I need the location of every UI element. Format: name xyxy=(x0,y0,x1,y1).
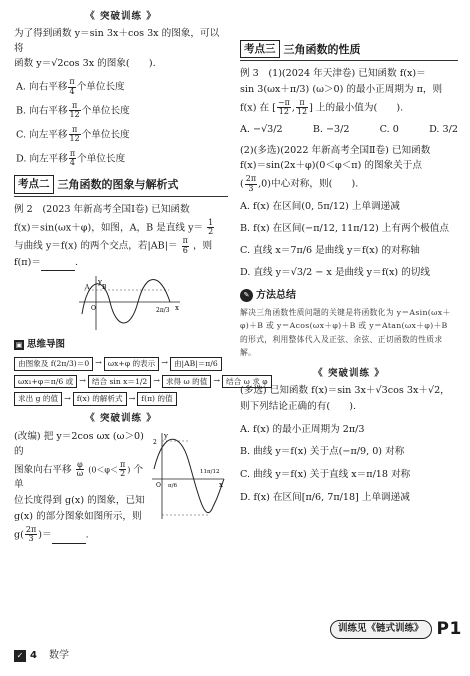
ex3-part2-option: A. f(x) 在区间(0, 5π/12) 上单调递减 xyxy=(240,201,400,213)
ex2-line-4-text: f(π)＝ xyxy=(14,257,41,269)
ex3-line-3-tail: 上的最小值为( ). xyxy=(315,102,404,114)
answer-blank xyxy=(41,262,75,271)
mindmap-box: f(x) 的解析式 xyxy=(73,392,127,406)
ex2-line-4: f(π)＝ . xyxy=(14,256,228,271)
svg-text:O: O xyxy=(156,481,161,489)
q2-line-3: 位长度得到 g(x) 的图象，已知 xyxy=(14,495,145,507)
q3-option: A. f(x) 的最小正周期为 2π/3 xyxy=(240,423,365,435)
breakthrough-heading-1: 《 突破训练 》 xyxy=(85,11,157,22)
q2-line-2: 图象向右平移 $\frac{\varphi}{\omega}$ (0＜φ＜ $\frac{\pi}{2}$ ) 个单 xyxy=(14,459,144,491)
q3-option: D. f(x) 在区间[π/6, 7π/18] 上单调递减 xyxy=(240,492,410,504)
q1-option: B. 向右平移 $\frac{\pi}{12}$ 个单位长度 xyxy=(16,101,130,120)
ex3-line-2: sin 3(ωx＋π/3) (ω＞0) 的最小正周期为 π，则 xyxy=(240,84,443,96)
q3-line-1: (多选) 已知函数 f(x)＝sin 3x＋√3cos 3x＋√2， xyxy=(240,384,450,396)
svg-text:B: B xyxy=(102,283,107,291)
kd3-tag: 考点三 xyxy=(240,40,280,58)
kd2-tag: 考点二 xyxy=(14,175,54,193)
fraction-pi-12: $\frac{\pi}{12}$ xyxy=(296,97,308,117)
method-icon: ✎ xyxy=(240,289,253,302)
ex2-line-2 xyxy=(14,219,228,237)
ex2-graph xyxy=(74,272,184,332)
fraction-phi-omega: $\frac{\varphi}{\omega}$ xyxy=(76,459,84,479)
q3-option: C. 曲线 y＝f(x) 关于直线 x＝π/18 对称 xyxy=(240,469,411,481)
ex3-part2-option: B. f(x) 在区间(−π/12, 11π/12) 上有两个极值点 xyxy=(240,222,449,234)
kd3-title: 三角函数的性质 xyxy=(283,42,361,56)
ex3-part2-option: C. 直线 x＝7π/6 是曲线 y＝f(x) 的对称轴 xyxy=(240,244,420,256)
q2-line-2-tail: 个单 xyxy=(14,464,144,491)
mindmap-title: 思维导图 xyxy=(27,338,66,350)
svg-text:y: y xyxy=(98,277,102,286)
mindmap-box: 求出 g 的值 xyxy=(14,392,62,406)
svg-text:11π/12: 11π/12 xyxy=(200,468,220,475)
ex3-line-3: f(x) 在 [ $\frac{-\pi}{12}$ , $\frac{\pi}{12}$ ] 上的最小值为( ). xyxy=(240,97,404,117)
right-column xyxy=(240,0,458,514)
q1-option: C. 向左平移 $\frac{\pi}{12}$ 个单位长度 xyxy=(16,124,130,144)
ex3-part2-line-1: (2)(多选)(2022 年新高考全国Ⅱ卷) 已知函数 xyxy=(240,144,431,156)
mindmap-box: f(π) 的值 xyxy=(137,392,176,406)
mindmap-box: 结合 sin x＝1/2 xyxy=(88,375,151,389)
ex3-option: B. −3/2 xyxy=(312,123,350,135)
ex3-line-3-text: f(x) 在 xyxy=(240,102,270,114)
ex3-part2-line-3-text: 中心对称，则( ). xyxy=(271,178,359,190)
mindmap-heading xyxy=(14,338,228,353)
ex3-line-1: 例 3 (1)(2024 年天津卷) 已知函数 f(x)＝ xyxy=(240,68,426,80)
ex3-options xyxy=(240,123,458,138)
mindmap-box: 求得 ω 的值 xyxy=(162,375,211,389)
svg-text:2: 2 xyxy=(153,438,157,446)
q1-stem-line-2: 函数 y＝√2cos 3x 的图象( ). xyxy=(14,58,156,70)
fraction-pi-6: $\frac{\pi}{6}$ xyxy=(182,236,188,255)
svg-text:y: y xyxy=(164,431,168,440)
mindmap-box: 由图象及 f(2π/3)＝0 xyxy=(14,357,93,371)
ex3-part2-line-3: ( $\frac{2\pi}{3}$ ,0)中心对称，则( ). xyxy=(240,174,359,193)
page-footer xyxy=(14,648,69,664)
svg-text:O: O xyxy=(91,304,96,312)
ex3-option: A. −√3/2 xyxy=(240,123,283,135)
q2-graph xyxy=(150,429,226,521)
ex3-part2-line-2: f(x)＝sin(2x＋φ)(0＜φ＜π) 的图象关于点 xyxy=(240,160,422,172)
ex3-part2-option: D. 直线 y＝√3/2 − x 是曲线 y＝f(x) 的切线 xyxy=(240,266,430,278)
svg-text:x: x xyxy=(219,480,223,489)
kd2-title: 三角函数的图象与解析式 xyxy=(57,178,179,192)
q2-block xyxy=(14,429,228,545)
ex3-part2-options xyxy=(240,200,458,280)
kd3-heading xyxy=(240,40,458,61)
q2-line-2-text: 图象向右平移 xyxy=(14,464,72,476)
ex3-option: D. 3/2 xyxy=(429,123,458,135)
q2-line-5-text: g xyxy=(14,529,21,541)
mindmap-box: ωx+φ 的表示 xyxy=(104,357,159,371)
fraction-2pi-3-b: $\frac{2\pi}{3}$ xyxy=(245,174,257,193)
q1-option: A. 向右平移 $\frac{\pi}{4}$ 个单位长度 xyxy=(16,77,125,96)
svg-text:2π/3: 2π/3 xyxy=(156,306,170,314)
answer-blank-2 xyxy=(52,535,86,544)
ex3-option: C. 0 xyxy=(379,123,399,135)
q1-options xyxy=(14,78,228,167)
ex2-line-2-text: f(x)＝sin(ωx＋φ)，如图，A，B 是直线 y＝ xyxy=(14,221,204,233)
mindmap-box: ωx₁+φ＝π/6 或 xyxy=(14,375,77,389)
q2-line-5-eq: ＝ xyxy=(42,529,52,541)
fraction-pi-2: $\frac{\pi}{2}$ xyxy=(120,459,126,479)
promo-banner[interactable] xyxy=(330,616,462,642)
fraction-neg-pi-12: $\frac{-\pi}{12}$ xyxy=(277,97,290,117)
method-heading xyxy=(240,288,458,304)
fraction-1-2: $\frac{1}{2}$ xyxy=(208,217,214,236)
q1-stem-line-1: 为了得到函数 y＝sin 3x＋cos 3x 的图象，可以将 xyxy=(14,27,220,54)
breakthrough-heading-3: 《 突破训练 》 xyxy=(313,368,385,380)
kd2-heading xyxy=(14,175,228,196)
breakthrough-heading-2: 《 突破训练 》 xyxy=(85,413,157,425)
ex2-line-3-text: 与曲线 y＝f(x) 的两个交点，若|AB|＝ xyxy=(14,240,178,252)
svg-text:A: A xyxy=(85,283,90,291)
page-number: 4 xyxy=(30,650,37,661)
svg-text:π/6: π/6 xyxy=(168,482,177,489)
q2-line-4: g(x) 的部分图象如图所示，则 xyxy=(14,511,142,523)
q2-line-1: (改编) 把 y＝2cos ωx (ω＞0) 的 xyxy=(14,430,144,457)
mindmap-box: 由|AB|＝π/6 xyxy=(170,357,222,371)
ex2-line-3-tail: ，则 xyxy=(192,240,213,252)
book-logo-icon: ✓ xyxy=(14,650,26,662)
method-text: 解决三角函数性质问题的关键是将函数化为 y＝Asin(ωx＋φ)＋B 或 y＝Acos(ωx＋φ)＋B 或 y＝Atan(ωx＋φ)＋B 的形式，利用整体代入及正弦、余弦、正切函数的性质求解。 xyxy=(240,308,451,357)
mindmap-row-2: ωx₁+φ＝π/6 或 → 结合 sin x＝1/2 → 求得 ω 的值 → 结合 ω 求 φ xyxy=(14,375,228,389)
promo-page: P1 xyxy=(436,619,462,639)
ex2-line-3 xyxy=(14,237,228,255)
q3-options xyxy=(240,423,458,506)
mindmap-row-3: 求出 g 的值 → f(x) 的解析式 → f(π) 的值 xyxy=(14,392,228,406)
ex2-line-1: 例 2 (2023 年新高考全国Ⅰ卷) 已知函数 xyxy=(14,203,190,215)
q2-line-5: g( $\frac{2\pi}{3}$ )＝ . xyxy=(14,525,89,544)
promo-badge[interactable]: 训练见《链式训练》 xyxy=(330,620,432,639)
q3-option: B. 曲线 y＝f(x) 关于点(−π/9, 0) 对称 xyxy=(240,446,405,458)
q3-line-2: 则下列结论正确的有( ). xyxy=(240,400,357,412)
svg-text:x: x xyxy=(175,303,179,312)
q1-option: D. 向左平移 $\frac{\pi}{4}$ 个单位长度 xyxy=(16,148,126,168)
mindmap-row-1: 由图象及 f(2π/3)＝0 → ωx+φ 的表示 → 由|AB|＝π/6 xyxy=(14,357,228,371)
mindmap-icon: ▣ xyxy=(15,341,23,350)
subject-label: 数学 xyxy=(48,650,69,661)
mindmap-box: 结合 ω 求 φ xyxy=(222,375,272,389)
method-title: 方法总结 xyxy=(256,289,296,301)
fraction-2pi-3: $\frac{2\pi}{3}$ xyxy=(25,525,37,544)
